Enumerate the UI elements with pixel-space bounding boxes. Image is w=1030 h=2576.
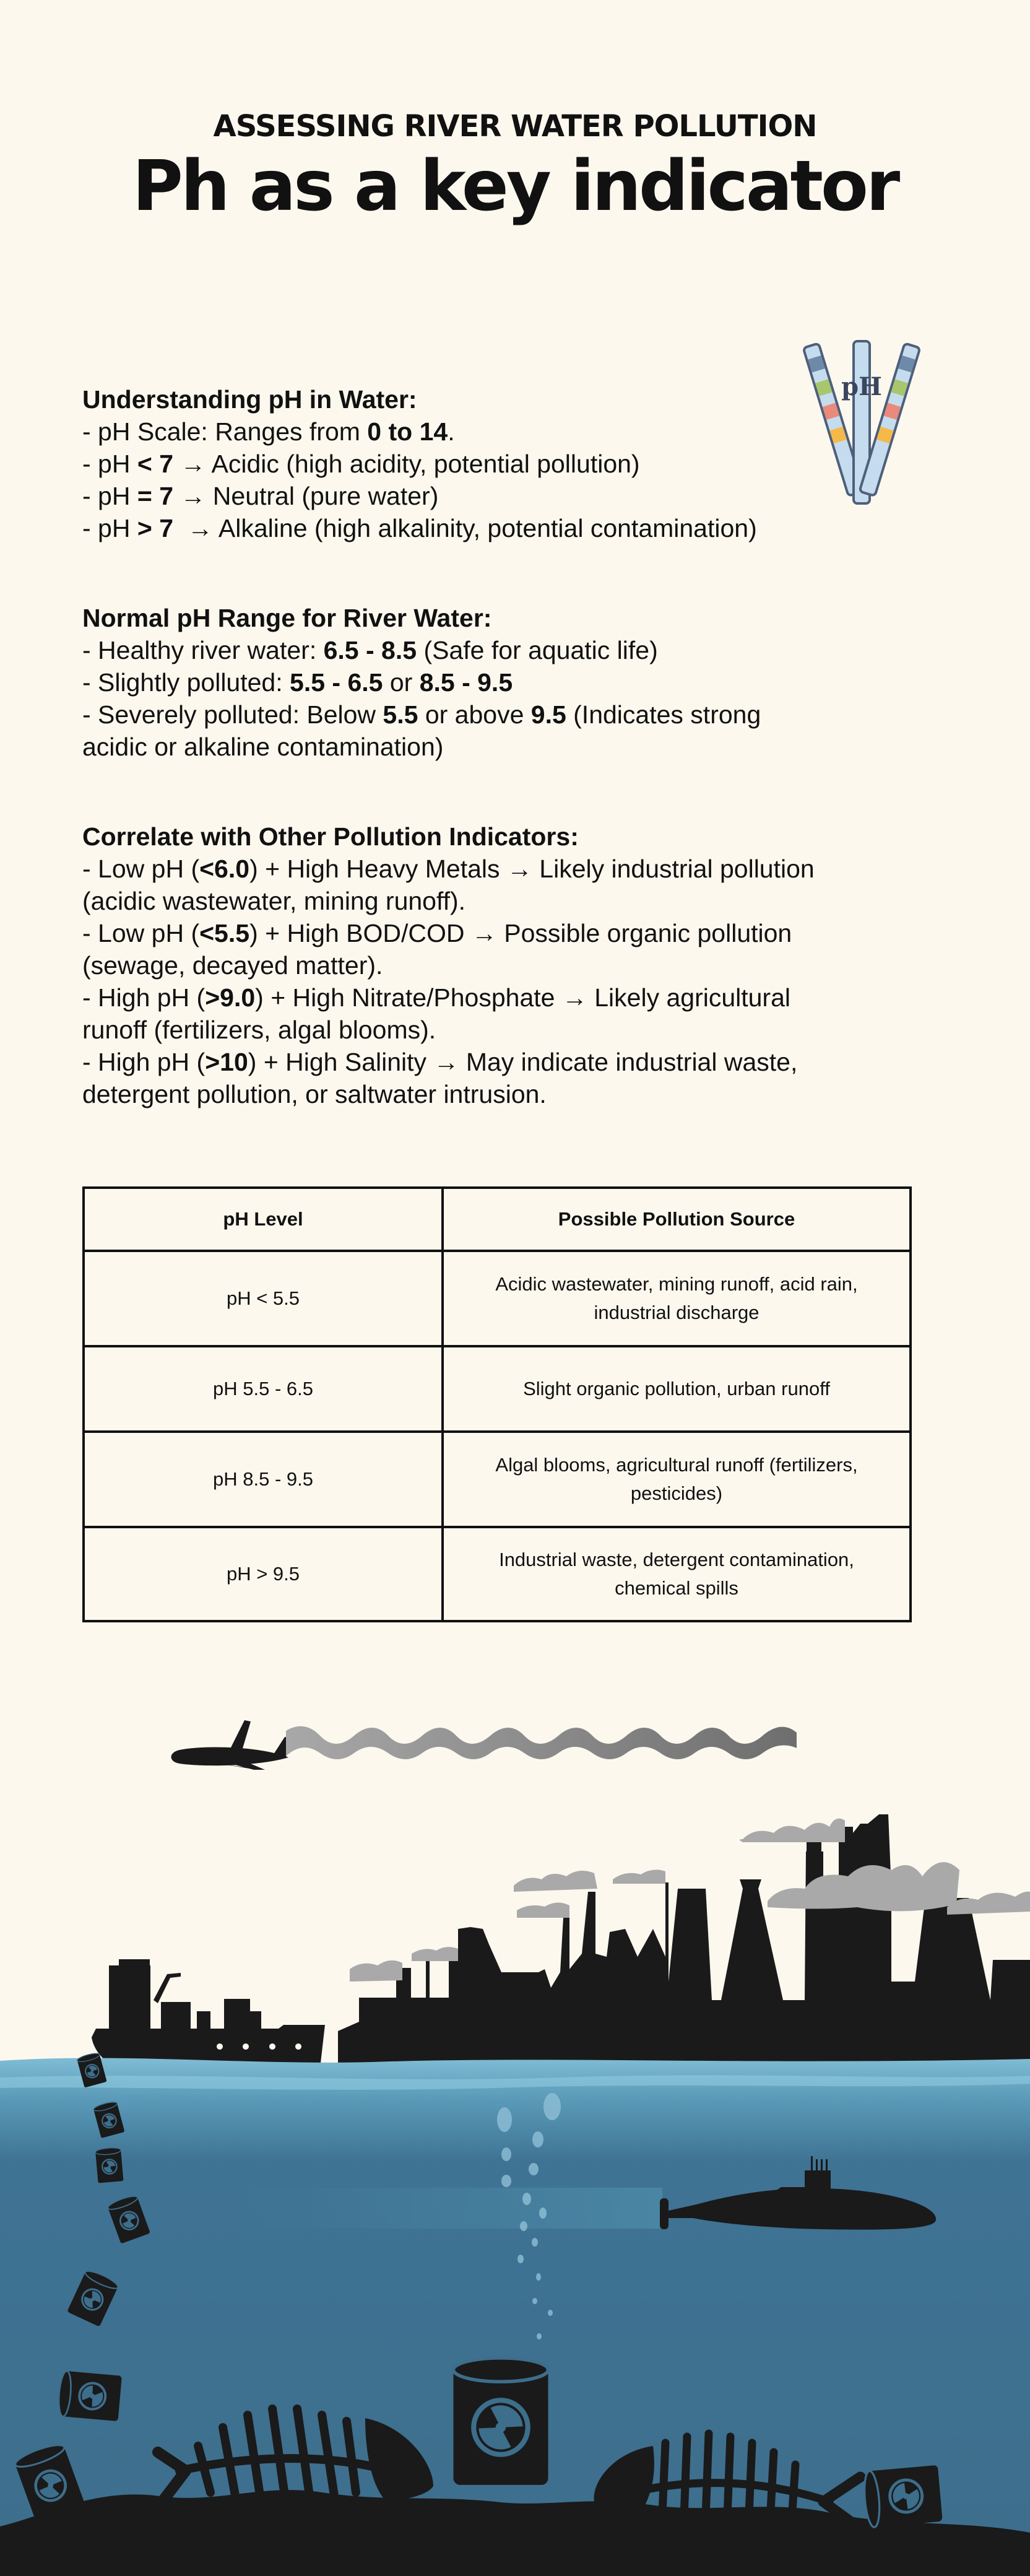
section-heading: Understanding pH in Water:: [82, 385, 417, 414]
pollution-source-cell: Industrial waste, detergent contamination, chemical spills: [443, 1527, 911, 1621]
ph-test-strips-icon: [794, 339, 930, 507]
line-text: - Low pH (: [82, 855, 200, 883]
line-text: .: [448, 417, 455, 446]
section-heading: Correlate with Other Pollution Indicators:: [82, 822, 579, 851]
highlight-value: 5.5 - 6.5: [290, 668, 383, 697]
highlight-value: > 7: [137, 514, 173, 542]
bullet-line: [82, 448, 757, 480]
bullet-line: [82, 853, 815, 885]
line-text: ) + High Heavy Metals → Likely industrial pollution: [249, 855, 815, 883]
subtitle: ASSESSING RIVER WATER POLLUTION: [213, 109, 817, 144]
ph-level-cell: pH < 5.5: [84, 1251, 443, 1346]
ph-level-cell: pH > 9.5: [84, 1527, 443, 1621]
smoke-trail: [286, 1726, 797, 1759]
line-text: detergent pollution, or saltwater intrusion.: [82, 1080, 547, 1108]
toxic-barrel-icon: [453, 2358, 548, 2485]
bullet-line: [82, 731, 761, 763]
submarine-light-beam: [235, 2188, 662, 2229]
ph-level-cell: pH 8.5 - 9.5: [84, 1432, 443, 1527]
highlight-value: 6.5 - 8.5: [323, 636, 417, 664]
highlight-value: 5.5: [383, 700, 418, 729]
bullet-line: [82, 1014, 815, 1046]
pollution-source-cell: Slight organic pollution, urban runoff: [443, 1346, 911, 1432]
line-text: - High pH (: [82, 1048, 206, 1076]
bullet-line: [82, 698, 761, 731]
highlight-value: >10: [205, 1048, 248, 1076]
line-text: - Slightly polluted:: [82, 668, 290, 697]
bullet-line: [82, 416, 757, 448]
line-text: - pH: [82, 482, 137, 510]
highlight-value: >9.0: [205, 983, 256, 1012]
bullet-line: [82, 480, 757, 512]
line-text: - Low pH (: [82, 919, 200, 947]
bullet-line: [82, 634, 761, 666]
line-text: → Neutral (pure water): [173, 482, 439, 510]
highlight-value: < 7: [137, 450, 173, 478]
line-text: - High pH (: [82, 983, 206, 1012]
ph-pollution-table: [82, 1186, 912, 1622]
bullet-line: [82, 917, 815, 949]
highlight-value: 0 to 14: [367, 417, 448, 446]
highlight-value: <6.0: [199, 855, 250, 883]
normal-ph-range-section: [82, 602, 761, 763]
line-text: (acidic wastewater, mining runoff).: [82, 887, 466, 915]
understanding-ph-section: [82, 383, 757, 544]
highlight-value: 8.5 - 9.5: [419, 668, 513, 697]
table-header-row: [84, 1188, 911, 1251]
highlight-value: <5.5: [199, 919, 250, 947]
ph-level-cell: pH 5.5 - 6.5: [84, 1346, 443, 1432]
bullet-line: [82, 981, 815, 1014]
line-text: ) + High BOD/COD → Possible organic pollution: [249, 919, 792, 947]
line-text: - Healthy river water:: [82, 636, 324, 664]
toxic-barrel-icon: [862, 2465, 942, 2528]
header-ph-level: pH Level: [84, 1188, 443, 1251]
airplane-icon: [171, 1720, 292, 1770]
bullet-line: [82, 1046, 815, 1078]
table-row: [84, 1346, 911, 1432]
line-text: or: [383, 668, 420, 697]
page-title: Ph as a key indicator: [132, 146, 898, 227]
line-text: (Indicates strong: [566, 700, 761, 729]
highlight-value: = 7: [137, 482, 173, 510]
factory-skyline: [338, 1814, 1030, 2068]
table-row: [84, 1432, 911, 1527]
line-text: → Acidic (high acidity, potential pollution): [173, 450, 640, 478]
cargo-ship: [92, 1959, 325, 2068]
bullet-line: [82, 512, 757, 544]
line-text: acidic or alkaline contamination): [82, 733, 444, 761]
line-text: or above: [418, 700, 531, 729]
bullet-line: [82, 1078, 815, 1110]
line-text: - pH: [82, 450, 137, 478]
line-text: (Safe for aquatic life): [417, 636, 658, 664]
bullet-line: [82, 949, 815, 981]
header-pollution-source: Possible Pollution Source: [443, 1188, 911, 1251]
highlight-value: 9.5: [530, 700, 566, 729]
line-text: - Severely polluted: Below: [82, 700, 383, 729]
bullet-line: [82, 666, 761, 698]
line-text: ) + High Salinity → May indicate industrial waste,: [248, 1048, 798, 1076]
table-row: [84, 1527, 911, 1621]
line-text: - pH Scale: Ranges from: [82, 417, 368, 446]
line-text: → Alkaline (high alkalinity, potential contamination): [173, 514, 757, 542]
line-text: ) + High Nitrate/Phosphate → Likely agricultural: [255, 983, 790, 1012]
table-row: [84, 1251, 911, 1346]
bullet-line: [82, 885, 815, 917]
line-text: (sewage, decayed matter).: [82, 951, 383, 980]
section-heading: Normal pH Range for River Water:: [82, 604, 492, 632]
pollution-illustration: [0, 1709, 1030, 2576]
line-text: runoff (fertilizers, algal blooms).: [82, 1016, 436, 1044]
correlate-indicators-section: [82, 820, 815, 1110]
pollution-source-cell: Acidic wastewater, mining runoff, acid rain, industrial discharge: [443, 1251, 911, 1346]
pollution-source-cell: Algal blooms, agricultural runoff (fertilizers, pesticides): [443, 1432, 911, 1527]
ph-label: pH: [841, 372, 882, 401]
line-text: - pH: [82, 514, 137, 542]
